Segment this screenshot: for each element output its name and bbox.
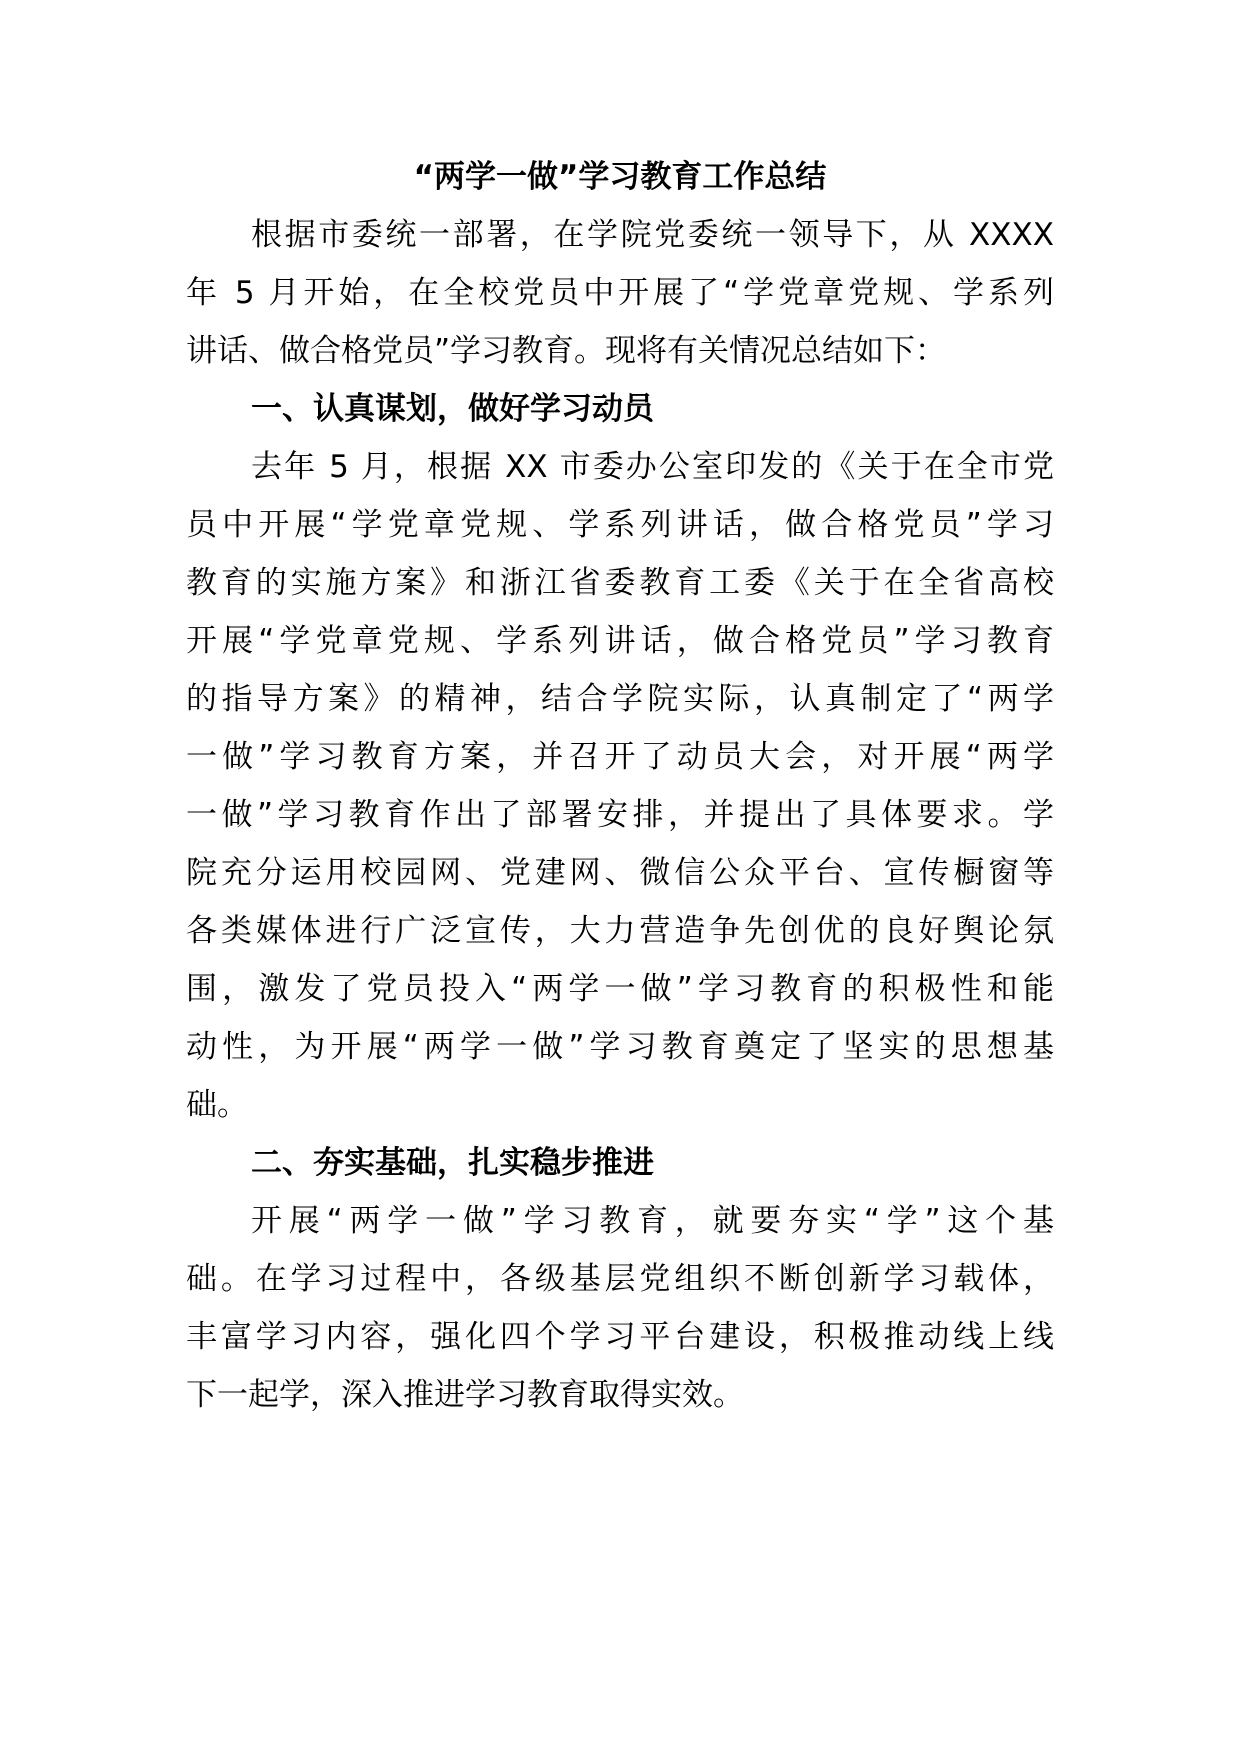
section1-line-11: 动性，为开展“两学一做”学习教育奠定了坚实的思想基 (186, 1029, 1054, 1065)
intro-line-2: 年 5 月开始，在全校党员中开展了“学党章党规、学系列 (186, 275, 1054, 311)
section2-line-2: 础。在学习过程中，各级基层党组织不断创新学习载体， (186, 1261, 1054, 1297)
section1-line-8: 院充分运用校园网、党建网、微信公众平台、宣传橱窗等 (186, 855, 1054, 891)
section1-line-12: 础。 (186, 1087, 248, 1123)
section1-line-6: 一做”学习教育方案，并召开了动员大会，对开展“两学 (186, 739, 1054, 775)
document-title: “两学一做”学习教育工作总结 (413, 159, 827, 195)
section2-line-4: 下一起学，深入推进学习教育取得实效。 (186, 1377, 744, 1413)
section2-heading: 二、夯实基础，扎实稳步推进 (251, 1145, 654, 1181)
section2-line-1: 开展“两学一做”学习教育，就要夯实“学”这个基 (251, 1203, 1054, 1239)
section1-line-10: 围，激发了党员投入“两学一做”学习教育的积极性和能 (186, 971, 1054, 1007)
intro-line-1: 根据市委统一部署，在学院党委统一领导下，从 XXXX (251, 217, 1054, 253)
section2-line-3: 丰富学习内容，强化四个学习平台建设，积极推动线上线 (186, 1319, 1054, 1355)
section1-line-7: 一做”学习教育作出了部署安排，并提出了具体要求。学 (186, 797, 1054, 833)
section1-line-3: 教育的实施方案》和浙江省委教育工委《关于在全省高校 (186, 565, 1054, 601)
section1-line-2: 员中开展“学党章党规、学系列讲话，做合格党员”学习 (186, 507, 1054, 543)
section1-heading: 一、认真谋划，做好学习动员 (251, 391, 654, 427)
intro-line-3: 讲话、做合格党员”学习教育。现将有关情况总结如下： (186, 333, 947, 369)
section1-line-4: 开展“学党章党规、学系列讲话，做合格党员”学习教育 (186, 623, 1054, 659)
section1-line-5: 的指导方案》的精神，结合学院实际，认真制定了“两学 (186, 681, 1054, 717)
section1-line-9: 各类媒体进行广泛宣传，大力营造争先创优的良好舆论氛 (186, 913, 1054, 949)
section1-line-1: 去年 5 月，根据 XX 市委办公室印发的《关于在全市党 (251, 449, 1054, 485)
